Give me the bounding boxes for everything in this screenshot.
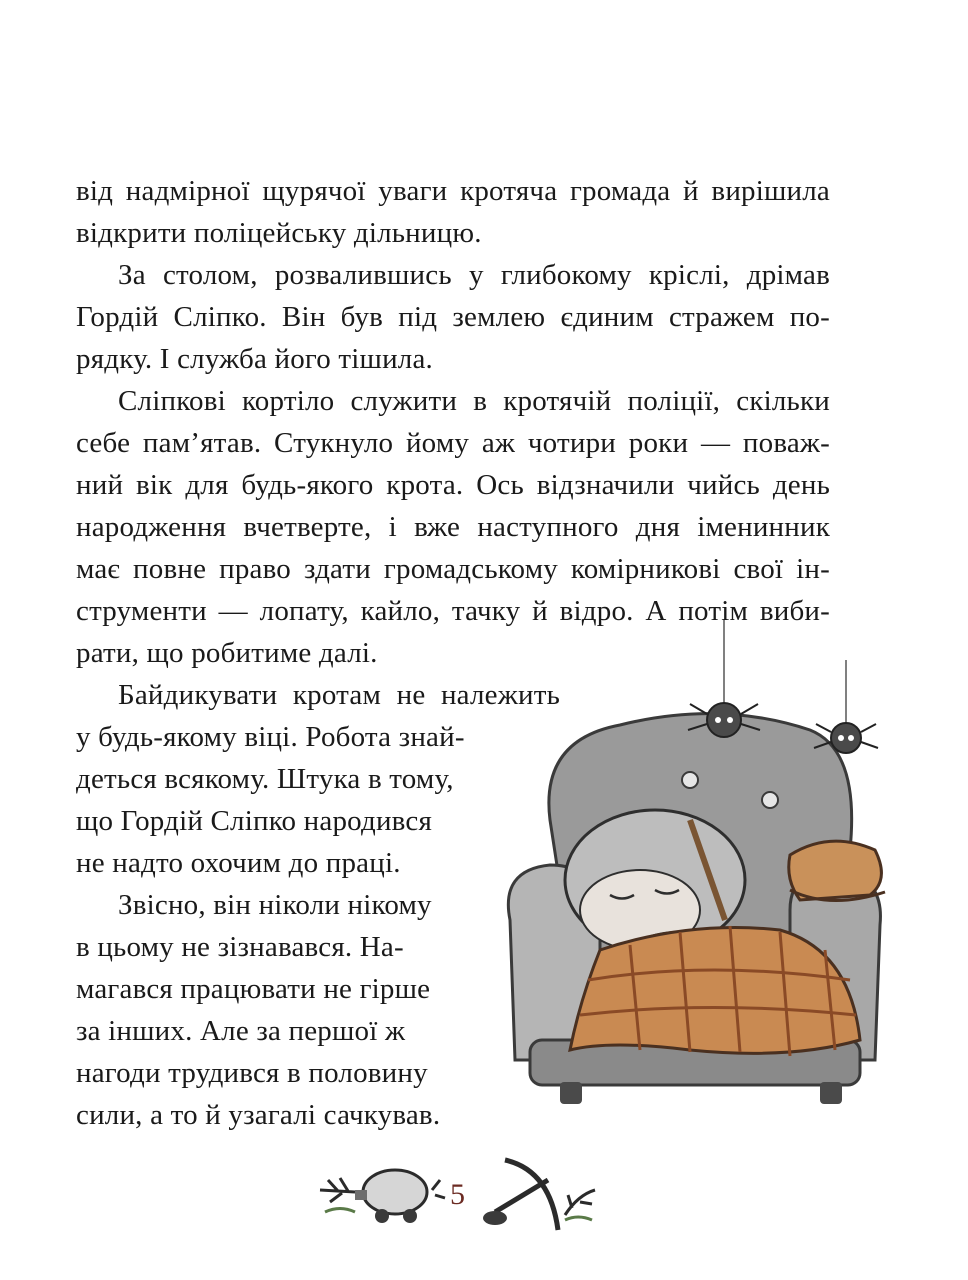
text-line: не надто охочим до праці. [76, 847, 401, 879]
text-line: відкрити поліцейську дільницю. [76, 217, 482, 249]
text-line: Звісно, він ніколи нікому [118, 889, 432, 921]
page-number: 5 [450, 1178, 465, 1211]
text-line: себе пам’ятав. Стукнуло йому аж чотири роки — поваж- [76, 427, 830, 459]
text-line: Гордій Сліпко. Він був під землею єдиним стражем по- [76, 301, 830, 333]
text-line: струменти — лопату, кайло, тачку й відро. А потім виби- [76, 595, 830, 627]
text-line: від надмірної щурячої уваги кротяча громада й вирішила [76, 175, 830, 207]
text-line: рати, що робитиме далі. [76, 637, 378, 669]
text-line: Байдикувати кротам не належить [118, 679, 560, 711]
text-line: рядку. І служба його тішила. [76, 343, 433, 375]
text-line: сили, а то й узагалі сачкував. [76, 1099, 441, 1131]
text-line: народження вчетверте, і вже наступного дня іменинник [76, 511, 830, 543]
text-line: магався працювати не гірше [76, 973, 431, 1005]
grass-sprig-icon [432, 1180, 445, 1198]
wheelbarrow-icon [355, 1170, 427, 1223]
text-line: має повне право здати громадському комірникові свої ін- [76, 553, 830, 585]
text-line: нагоди трудився в половину [76, 1057, 428, 1089]
text-line: За столом, розвалившись у глибокому кріслі, дрімав [118, 259, 830, 291]
text-line: в цьому не зізнавався. На- [76, 931, 404, 963]
mole-armchair-illustration [490, 620, 910, 1140]
text-line: у будь-якому віці. Робота знай- [76, 721, 465, 753]
grass-sprig-icon [565, 1190, 595, 1220]
text-line: Сліпкові кортіло служити в кротячій поліції, скільки [118, 385, 830, 417]
text-line: деться всякому. Штука в тому, [76, 763, 454, 795]
cap-icon [789, 841, 885, 900]
text-line: за інших. Але за першої ж [76, 1015, 406, 1047]
grass-sprig-icon [320, 1178, 355, 1212]
pickaxe-icon [483, 1160, 558, 1230]
text-line: що Гордій Сліпко народився [76, 805, 433, 837]
text-line: ний вік для будь-якого крота. Ось відзначили чийсь день [76, 469, 830, 501]
